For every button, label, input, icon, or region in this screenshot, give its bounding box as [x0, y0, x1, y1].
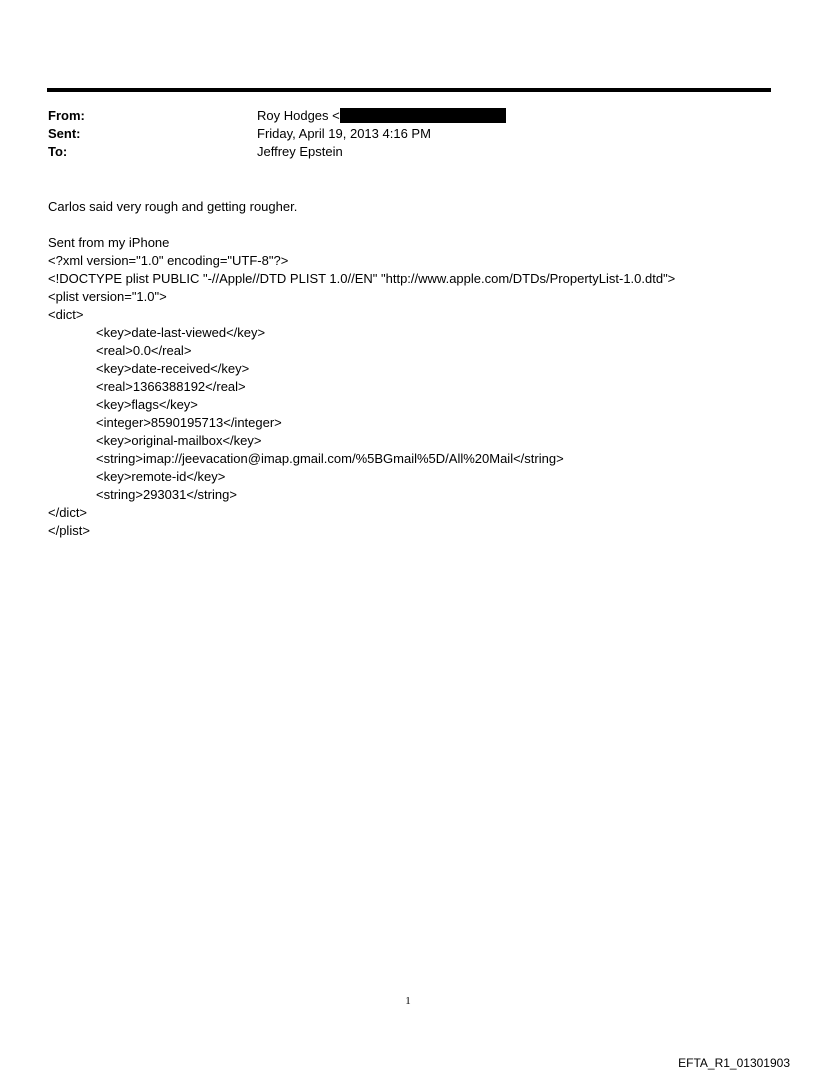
plist-entry: <real>0.0</real>: [96, 343, 192, 358]
from-name: Roy Hodges <: [257, 108, 340, 123]
sent-value: Friday, April 19, 2013 4:16 PM: [257, 126, 431, 141]
page-number: 1: [405, 995, 411, 1007]
to-value: Jeffrey Epstein: [257, 144, 343, 159]
to-label: To:: [48, 144, 68, 159]
plist-entry: <key>remote-id</key>: [96, 469, 226, 484]
xml-declaration: <?xml version="1.0" encoding="UTF-8"?>: [48, 253, 289, 268]
signature-text: Sent from my iPhone: [48, 235, 170, 250]
dict-close: </dict>: [48, 505, 88, 520]
plist-entry: <integer>8590195713</integer>: [96, 415, 282, 430]
sent-row: [48, 125, 768, 143]
plist-entry: <real>1366388192</real>: [96, 379, 246, 394]
from-label: From:: [48, 108, 85, 123]
plist-entry: <key>original-mailbox</key>: [96, 433, 262, 448]
from-row: [48, 107, 768, 125]
plist-entry: <key>date-received</key>: [96, 361, 250, 376]
document-id: EFTA_R1_01301903: [678, 1056, 790, 1070]
email-body: [48, 198, 778, 540]
dict-open: <dict>: [48, 307, 84, 322]
to-row: [48, 143, 768, 161]
plist-entry: <key>date-last-viewed</key>: [96, 325, 266, 340]
plist-close: </plist>: [48, 523, 90, 538]
plist-open: <plist version="1.0">: [48, 289, 167, 304]
from-value: [257, 107, 506, 125]
doctype-line: <!DOCTYPE plist PUBLIC "-//Apple//DTD PLIST 1.0//EN" "http://www.apple.com/DTDs/PropertyList-1.0.dtd">: [48, 271, 676, 286]
message-text: Carlos said very rough and getting rougher.: [48, 199, 298, 214]
plist-entry: <key>flags</key>: [96, 397, 198, 412]
header-divider: [47, 88, 771, 92]
paragraph-gap: [48, 216, 778, 234]
plist-entry: <string>293031</string>: [96, 487, 237, 502]
sent-label: Sent:: [48, 126, 81, 141]
email-header: [48, 107, 768, 161]
redaction-bar: [340, 108, 506, 123]
plist-entry: <string>imap://jeevacation@imap.gmail.com/%5BGmail%5D/All%20Mail</string>: [96, 451, 564, 466]
